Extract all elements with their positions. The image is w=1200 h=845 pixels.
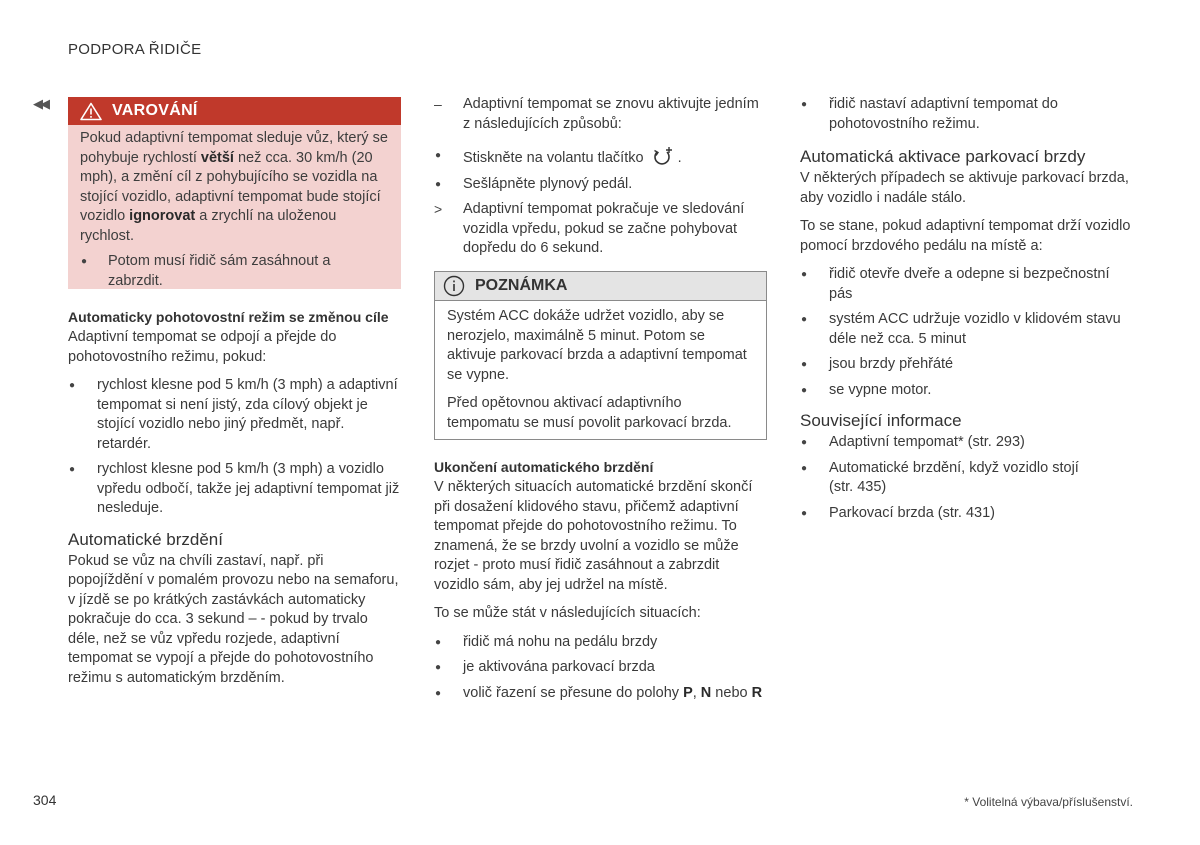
reactivation-dash-item bbox=[434, 95, 767, 134]
warning-bullet-list bbox=[80, 252, 389, 291]
list-item: ● Stiskněte na volantu tlačítko . bbox=[434, 146, 767, 169]
list-item: ● Sešlápněte plynový pedál. bbox=[434, 175, 767, 195]
back-arrows-icon[interactable]: ◀◀ bbox=[33, 96, 47, 111]
top-list bbox=[800, 95, 1135, 134]
note-body bbox=[435, 301, 766, 433]
warning-text-part: Pokud adaptivní tempomat sleduje vůz, který se pohybuje rychlostí bbox=[80, 130, 388, 166]
note-header bbox=[435, 272, 766, 301]
warning-bullet: ● Potom musí řidič sám zasáhnout a zabrzdit. bbox=[80, 252, 389, 291]
situations-intro: To se může stát v následujících situacích: bbox=[434, 605, 701, 621]
note-box bbox=[434, 271, 767, 440]
auto-parking-brake-intro: V některých případech se aktivuje parkovací brzda, aby vozidlo i nadále stálo. bbox=[800, 170, 1129, 206]
warning-text-part: než cca. 30 km/h (20 mph), a změní cíl z pohybujícího se vozidla na stojící vozidlo, adaptivní tempomat bude stojící vozidlo bbox=[80, 149, 381, 224]
related-link[interactable]: ● Adaptivní tempomat* (str. 293) bbox=[800, 433, 1135, 453]
info-circle-icon bbox=[443, 275, 465, 297]
reactivation-text: Adaptivní tempomat se znovu aktivujte jedním z následujících způsobů: bbox=[463, 96, 759, 132]
warning-triangle-icon bbox=[80, 102, 102, 121]
related-link[interactable]: ● Automatické brzdění, když vozidlo stojí (str. 435) bbox=[800, 459, 1135, 498]
list-item: ● systém ACC udržuje vozidlo v klidovém stavu déle než cca. 5 minut bbox=[800, 310, 1135, 349]
end-auto-braking-text: V některých situacích automatické brzdění skončí při dosažení klidového stavu, přičemž adaptivní tempomat přejde do pohotovostního režimu. To znamená, že se brzdy uvolní a vozidlo se může rozjet - proto musí řidič zasáhnout a zabrzdit vozidlo sám, aby jej udržel na místě. bbox=[434, 479, 753, 593]
footnote: * Volitelná výbava/příslušenství. bbox=[964, 795, 1133, 809]
reactivation-methods-list bbox=[434, 146, 767, 259]
selector-text: volič řazení se přesune do polohy bbox=[463, 684, 684, 701]
gear-p: P bbox=[683, 684, 693, 701]
section-intro-standby: Adaptivní tempomat se odpojí a přejde do pohotovostního režimu, pokud: bbox=[68, 329, 337, 365]
list-item: ● řidič nastaví adaptivní tempomat do pohotovostního režimu. bbox=[800, 95, 1135, 134]
page-header-title: PODPORA ŘIDIČE bbox=[68, 41, 202, 58]
section-heading-related-info: Související informace bbox=[800, 411, 962, 430]
list-item: ● je aktivována parkovací brzda bbox=[434, 658, 767, 678]
note-paragraph: Systém ACC dokáže udržet vozidlo, aby se nerozjelo, maximálně 5 minut. Potom se aktivuje parkovací brzda a adaptivní tempomat se vypne. bbox=[447, 308, 747, 383]
list-item: ● jsou brzdy přehřáté bbox=[800, 355, 1135, 375]
related-link[interactable]: ● Parkovací brzda (str. 431) bbox=[800, 504, 1135, 524]
page-number: 304 bbox=[33, 792, 57, 808]
col1-content bbox=[68, 307, 401, 698]
resume-cruise-icon bbox=[652, 146, 674, 166]
list-item-result: > Adaptivní tempomat pokračuje ve sledování vozidla vpředu, pokud se začne pohybovat dopředu do 6 sekund. bbox=[434, 200, 767, 259]
section-heading-auto-braking: Automatické brzdění bbox=[68, 529, 223, 549]
section-heading-standby-target-change: Automaticky pohotovostní režim se změnou cíle bbox=[68, 309, 389, 325]
warning-box bbox=[68, 97, 401, 289]
auto-parking-brake-text: To se stane, pokud adaptivní tempomat drží vozidlo pomocí brzdového pedálu na místě a: bbox=[800, 218, 1131, 254]
gear-r: R bbox=[751, 684, 763, 701]
warning-text bbox=[80, 129, 389, 246]
list-item: ● rychlost klesne pod 5 km/h (3 mph) a adaptivní tempomat si není jistý, zda cílový objekt je stojící vozidlo nebo jiný předmět, např. retardér. bbox=[68, 376, 401, 454]
method-steering-text: Stiskněte na volantu tlačítko bbox=[463, 150, 644, 166]
list-item: ● se vypne motor. bbox=[800, 381, 1135, 401]
list-item: ● volič řazení se přesune do polohy P, N nebo R bbox=[434, 684, 767, 704]
list-item: ● řidič otevře dveře a odepne si bezpečnostní pás bbox=[800, 265, 1135, 304]
related-links-list bbox=[800, 433, 1135, 523]
gear-n: N bbox=[700, 684, 712, 701]
col3-content bbox=[800, 95, 1135, 529]
auto-braking-text: Pokud se vůz na chvíli zastaví, např. při popojíždění v pomalém provozu nebo na semaforu, v jízdě se po krátkých zastávkách automaticky pokračuje do cca. 3 sekund – - pokud by trvalo déle, než se vůz vpředu rozjede, adaptivní tempomat se vypojí a přejde do pohotovostního režimu s automatickým brzděním. bbox=[68, 552, 399, 686]
warning-body bbox=[68, 125, 401, 291]
warning-text-part: a zrychlí na uloženou rychlost. bbox=[80, 208, 337, 244]
situations-list bbox=[434, 633, 767, 704]
col2-lower-content bbox=[434, 457, 767, 709]
warning-bold-faster: větší bbox=[200, 149, 234, 166]
list-item: ● rychlost klesne pod 5 km/h (3 mph) a vozidlo vpředu odbočí, takže jej adaptivní tempomat již nesleduje. bbox=[68, 460, 401, 519]
section-heading-end-auto-braking: Ukončení automatického brzdění bbox=[434, 459, 654, 475]
warning-title: VAROVÁNÍ bbox=[112, 102, 198, 120]
note-title: POZNÁMKA bbox=[475, 277, 568, 295]
note-paragraph: Před opětovnou aktivací adaptivního tempomatu se musí povolit parkovací brzda. bbox=[447, 395, 732, 431]
col2-top-content bbox=[434, 95, 767, 265]
section-heading-auto-parking-brake: Automatická aktivace parkovací brzdy bbox=[800, 147, 1086, 166]
warning-bold-ignore: ignorovat bbox=[129, 208, 196, 224]
warning-header bbox=[68, 97, 401, 125]
gear-or: nebo bbox=[711, 684, 752, 701]
dash-marker: – bbox=[434, 96, 442, 112]
standby-conditions-list bbox=[68, 376, 401, 519]
parking-brake-conditions-list bbox=[800, 265, 1135, 400]
list-item: ● řidič má nohu na pedálu brzdy bbox=[434, 633, 767, 653]
